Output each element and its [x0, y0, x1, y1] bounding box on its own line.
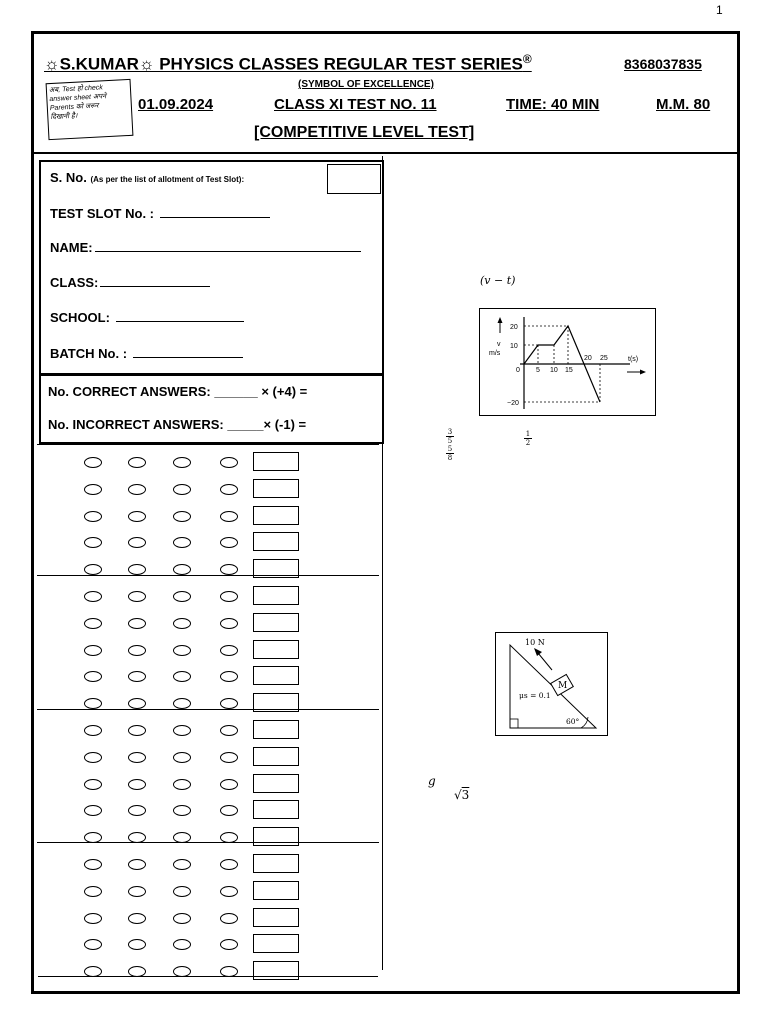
incline-svg	[496, 633, 607, 735]
option-bubble[interactable]	[128, 886, 146, 897]
option-bubble[interactable]	[84, 913, 102, 924]
option-bubble[interactable]	[220, 698, 238, 709]
option-bubble[interactable]	[128, 725, 146, 736]
option-bubble[interactable]	[128, 913, 146, 924]
option-bubble[interactable]	[128, 618, 146, 629]
option-bubble[interactable]	[220, 484, 238, 495]
option-bubble[interactable]	[128, 805, 146, 816]
option-bubble[interactable]	[84, 725, 102, 736]
fraction-left: 3 5 5 8	[447, 428, 453, 462]
page-number: 1	[716, 3, 723, 17]
answer-box[interactable]	[253, 908, 299, 927]
option-bubble[interactable]	[128, 645, 146, 656]
answer-box[interactable]	[253, 452, 299, 471]
score-box	[39, 374, 384, 444]
answer-box[interactable]	[253, 774, 299, 793]
option-bubble[interactable]	[220, 939, 238, 950]
omr-row	[37, 532, 379, 552]
option-bubble[interactable]	[220, 859, 238, 870]
sno-field: S. No. (As per the list of allotment of Test Slot):	[50, 170, 245, 185]
vt-label: (v − t)	[480, 274, 516, 287]
omr-row	[37, 693, 379, 713]
answer-box[interactable]	[253, 586, 299, 605]
omr-row	[37, 827, 379, 847]
option-bubble[interactable]	[220, 779, 238, 790]
option-bubble[interactable]	[128, 752, 146, 763]
omr-row	[37, 506, 379, 526]
group-separator	[37, 842, 379, 843]
y-axis-unit: m/s	[489, 350, 501, 357]
option-bubble[interactable]	[220, 671, 238, 682]
omr-row	[37, 961, 379, 981]
omr-row	[37, 908, 379, 928]
option-bubble[interactable]	[173, 698, 191, 709]
omr-row	[37, 854, 379, 874]
omr-row	[37, 934, 379, 954]
omr-row	[37, 881, 379, 901]
answer-box[interactable]	[253, 720, 299, 739]
x-tick-25: 25	[600, 355, 608, 362]
option-bubble[interactable]	[128, 779, 146, 790]
omr-row	[37, 666, 379, 686]
option-bubble[interactable]	[173, 618, 191, 629]
group-separator	[37, 575, 379, 576]
option-bubble[interactable]	[173, 591, 191, 602]
angle-label: 60°	[566, 717, 580, 726]
option-bubble[interactable]	[128, 537, 146, 548]
x-tick-10: 10	[550, 367, 558, 374]
option-bubble[interactable]	[173, 645, 191, 656]
answer-box[interactable]	[253, 613, 299, 632]
omr-row	[37, 559, 379, 579]
vt-graph-svg	[480, 309, 655, 415]
omr-row	[37, 452, 379, 472]
option-bubble[interactable]	[173, 939, 191, 950]
sqrt-three: √3	[454, 788, 470, 802]
omr-row	[37, 586, 379, 606]
option-bubble[interactable]	[173, 779, 191, 790]
option-bubble[interactable]	[84, 859, 102, 870]
answer-box[interactable]	[253, 881, 299, 900]
school-field[interactable]: SCHOOL:	[50, 310, 244, 325]
omr-row	[37, 800, 379, 820]
class-test-number: CLASS XI TEST NO. 11	[274, 96, 437, 113]
incline-diagram	[495, 632, 608, 736]
answer-box[interactable]	[253, 827, 299, 846]
group-separator	[37, 444, 379, 445]
option-bubble[interactable]	[84, 805, 102, 816]
option-bubble[interactable]	[173, 886, 191, 897]
mass-label: M	[558, 681, 568, 691]
option-bubble[interactable]	[220, 725, 238, 736]
option-bubble[interactable]	[220, 511, 238, 522]
omr-row	[37, 640, 379, 660]
option-bubble[interactable]	[84, 537, 102, 548]
sno-input-box[interactable]	[327, 164, 381, 194]
option-bubble[interactable]	[173, 752, 191, 763]
x-axis-label: t(s)	[628, 356, 639, 363]
omr-row	[37, 613, 379, 633]
option-bubble[interactable]	[173, 484, 191, 495]
option-bubble[interactable]	[128, 591, 146, 602]
option-bubble[interactable]	[84, 591, 102, 602]
option-bubble[interactable]	[84, 779, 102, 790]
option-bubble[interactable]	[173, 913, 191, 924]
option-bubble[interactable]	[173, 537, 191, 548]
option-bubble[interactable]	[128, 698, 146, 709]
omr-row	[37, 747, 379, 767]
omr-row	[37, 720, 379, 740]
option-bubble[interactable]	[128, 484, 146, 495]
omr-row	[37, 774, 379, 794]
bottom-rule	[38, 976, 378, 977]
option-bubble[interactable]	[84, 511, 102, 522]
y-tick-10: 10	[510, 343, 518, 350]
force-label: 10 N	[525, 638, 545, 647]
option-bubble[interactable]	[84, 752, 102, 763]
option-bubble[interactable]	[220, 752, 238, 763]
option-bubble[interactable]	[173, 725, 191, 736]
option-bubble[interactable]	[84, 886, 102, 897]
option-bubble[interactable]	[84, 564, 102, 575]
test-time: TIME: 40 MIN	[506, 96, 600, 113]
option-bubble[interactable]	[128, 939, 146, 950]
option-bubble[interactable]	[128, 457, 146, 468]
option-bubble[interactable]	[173, 671, 191, 682]
option-bubble[interactable]	[84, 939, 102, 950]
option-bubble[interactable]	[220, 457, 238, 468]
answer-box[interactable]	[253, 747, 299, 766]
omr-row	[37, 479, 379, 499]
correct-answers-line: No. CORRECT ANSWERS: ______ × (+4) =	[48, 384, 308, 399]
student-info-box	[39, 160, 384, 375]
option-bubble[interactable]	[173, 805, 191, 816]
option-bubble[interactable]	[173, 564, 191, 575]
answer-box[interactable]	[253, 800, 299, 819]
batch-field[interactable]: BATCH No. :	[50, 346, 243, 361]
answer-box[interactable]	[253, 532, 299, 551]
institute-title: ☼S.KUMAR☼ PHYSICS CLASSES REGULAR TEST SERIES®	[44, 52, 532, 74]
test-level: [COMPETITIVE LEVEL TEST]	[254, 124, 475, 141]
option-bubble[interactable]	[128, 511, 146, 522]
group-separator	[37, 709, 379, 710]
option-bubble[interactable]	[84, 618, 102, 629]
handwritten-note: अब, Test हो check answer sheet अपने Parents को जरूर दिखानी है।	[46, 79, 134, 140]
y-tick-0: 0	[516, 367, 520, 374]
test-date: 01.09.2024	[138, 96, 214, 113]
y-tick-minus20: −20	[507, 400, 519, 407]
answer-box[interactable]	[253, 934, 299, 953]
g-symbol: g	[428, 774, 436, 788]
max-marks: M.M. 80	[656, 96, 711, 113]
option-bubble[interactable]	[220, 805, 238, 816]
class-field[interactable]: CLASS:	[50, 275, 210, 290]
option-bubble[interactable]	[220, 645, 238, 656]
option-bubble[interactable]	[220, 537, 238, 548]
name-field[interactable]: NAME:	[50, 240, 361, 255]
option-bubble[interactable]	[84, 484, 102, 495]
answer-box[interactable]	[253, 640, 299, 659]
answer-box[interactable]	[253, 506, 299, 525]
incorrect-answers-line: No. INCORRECT ANSWERS: _____× (-1) =	[48, 417, 307, 432]
x-tick-5: 5	[536, 367, 540, 374]
option-bubble[interactable]	[220, 913, 238, 924]
column-divider	[382, 156, 383, 970]
option-bubble[interactable]	[220, 886, 238, 897]
answer-box[interactable]	[253, 961, 299, 980]
option-bubble[interactable]	[173, 859, 191, 870]
y-tick-20: 20	[510, 324, 518, 331]
option-bubble[interactable]	[84, 671, 102, 682]
option-bubble[interactable]	[84, 645, 102, 656]
test-header	[34, 34, 737, 154]
option-bubble[interactable]	[173, 511, 191, 522]
y-axis-label: v	[497, 341, 501, 348]
option-bubble[interactable]	[128, 859, 146, 870]
tagline: (SYMBOL OF EXCELLENCE)	[298, 79, 434, 90]
option-bubble[interactable]	[220, 618, 238, 629]
x-tick-20: 20	[584, 355, 592, 362]
vt-graph	[479, 308, 656, 416]
option-bubble[interactable]	[128, 671, 146, 682]
x-tick-15: 15	[565, 367, 573, 374]
friction-label: μs = 0.1	[519, 691, 551, 700]
slot-field[interactable]: TEST SLOT No. :	[50, 206, 270, 221]
phone-number: 8368037835	[624, 56, 702, 72]
option-bubble[interactable]	[173, 457, 191, 468]
option-bubble[interactable]	[128, 564, 146, 575]
option-bubble[interactable]	[84, 457, 102, 468]
option-bubble[interactable]	[84, 698, 102, 709]
answer-box[interactable]	[253, 479, 299, 498]
option-bubble[interactable]	[220, 591, 238, 602]
option-bubble[interactable]	[220, 564, 238, 575]
answer-box[interactable]	[253, 666, 299, 685]
fraction-right: $\frac{1}{2}$	[525, 430, 531, 447]
answer-box[interactable]	[253, 854, 299, 873]
